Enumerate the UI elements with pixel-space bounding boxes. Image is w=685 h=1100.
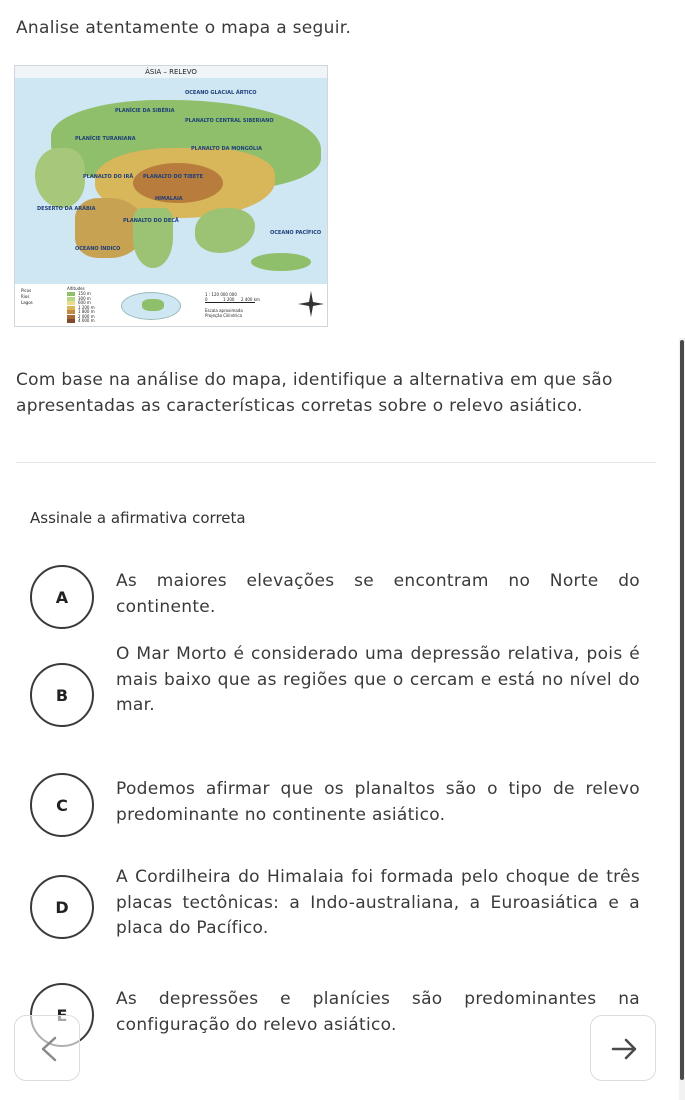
scrollbar-thumb[interactable] — [680, 340, 684, 1080]
altitude-swatch — [67, 301, 75, 305]
scale-ratio: 1 : 120 000 000 — [205, 292, 237, 297]
map-label: PLANALTO DO DECÃ — [123, 218, 179, 224]
altitude-label: 4 000 m — [78, 318, 95, 323]
option-text[interactable]: O Mar Morto é considerado uma depressão relativa, pois é mais baixo que as regiões que o cercam e está no nível do mar. — [116, 644, 640, 715]
scale-note: Escala aproximada — [205, 308, 243, 313]
asia-relief-map — [14, 65, 328, 327]
map-land-southeast — [195, 208, 255, 253]
altitude-label: 150 m — [78, 291, 91, 296]
altitude-swatch — [67, 315, 75, 319]
option-letter-bubble[interactable]: C — [30, 773, 94, 837]
altitude-swatch — [67, 306, 75, 310]
altitude-swatch — [67, 319, 75, 323]
map-label: DESERTO DA ARÁBIA — [37, 206, 96, 212]
scale-value-0: 0 — [205, 297, 208, 302]
scale-bar — [205, 302, 255, 303]
map-land-india — [133, 208, 173, 268]
previous-button[interactable] — [14, 1015, 80, 1081]
option-text[interactable]: Podemos afirmar que os planaltos são o tipo de relevo predominante no continente asiático. — [116, 779, 640, 825]
locator-globe — [121, 292, 181, 320]
altitude-label: 1 800 m — [78, 309, 95, 314]
arrow-left-icon — [15, 1016, 81, 1082]
altitude-label: 300 m — [78, 295, 91, 301]
option-text[interactable]: A Cordilheira do Himalaia foi formada pelo choque de três placas tectônicas: a Indo-australiana, a Euroasiática e a placa do Pacífico. — [116, 867, 640, 938]
map-label: PLANÍCIE DA SIBÉRIA — [115, 108, 175, 114]
arrow-right-icon — [591, 1016, 657, 1082]
divider — [16, 462, 656, 463]
map-label: PLANALTO DO TIBETE — [143, 174, 203, 180]
option-text[interactable]: As depressões e planícies são predominantes na configuração do relevo asiático. — [116, 989, 640, 1035]
altitude-swatch — [67, 292, 75, 296]
altitude-label: 600 m — [78, 300, 91, 305]
map-label: OCEANO ÍNDICO — [75, 246, 121, 252]
legend-lakes: Lagos — [21, 300, 33, 305]
option-letter-bubble[interactable]: B — [30, 663, 94, 727]
altitude-label: 2 000 m — [78, 313, 95, 319]
option-letter-bubble[interactable]: A — [30, 565, 94, 629]
instruction-text: Assinale a afirmativa correta — [30, 509, 246, 527]
map-label: OCEANO PACÍFICO — [270, 230, 322, 236]
intro-text: Analise atentamente o mapa a seguir. — [16, 18, 352, 38]
map-title: ÁSIA – RELEVO — [145, 68, 197, 76]
map-land-west — [35, 148, 85, 208]
option-letter-bubble[interactable]: D — [30, 875, 94, 939]
map-label: HIMALAIA — [155, 196, 183, 202]
map-label: PLANALTO DO IRÃ — [83, 174, 134, 180]
next-button[interactable] — [590, 1015, 656, 1081]
compass-rose-icon — [297, 290, 325, 318]
map-label: PLANÍCIE TURANIANA — [75, 136, 136, 142]
map-legend — [15, 284, 327, 326]
map-sea — [15, 78, 327, 284]
scale-value-2: 2 400 km — [241, 297, 260, 302]
legend-peaks: Picos — [21, 288, 32, 293]
map-label: OCEANO GLACIAL ÁRTICO — [185, 90, 257, 96]
map-label: PLANALTO DA MONGÓLIA — [191, 146, 262, 152]
map-label: PLANALTO CENTRAL SIBERIANO — [185, 118, 274, 124]
altitude-label: 1 200 m — [78, 304, 95, 310]
map-land-islands — [251, 253, 311, 271]
altitude-swatch — [67, 310, 75, 314]
option-text[interactable]: As maiores elevações se encontram no Norte do continente. — [116, 571, 640, 617]
legend-rivers: Rios — [21, 294, 30, 299]
scale-value-1: 1 200 — [223, 297, 235, 302]
projection-note: Projeção Cilíndrica — [205, 313, 242, 318]
altitude-swatch — [67, 297, 75, 301]
legend-altitudes-heading: Altitudes — [67, 286, 85, 291]
question-prompt: Com base na análise do mapa, identifique a alternativa em que são apresentadas as características corretas sobre o relevo asiático. — [16, 370, 613, 416]
